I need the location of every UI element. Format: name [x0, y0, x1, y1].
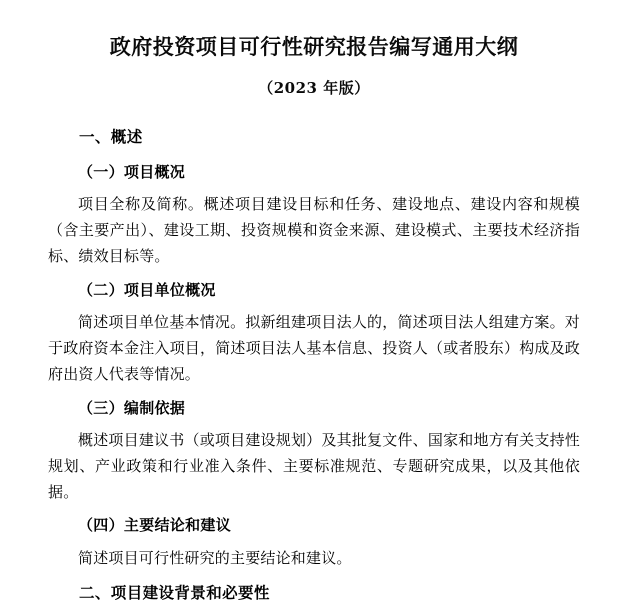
- subsection-heading-1-4: （四）主要结论和建议: [78, 516, 232, 535]
- section-heading-1: 一、概述: [79, 127, 143, 147]
- document-body: [48, 124, 580, 606]
- subsection-heading-1-2: （二）项目单位概况: [78, 280, 216, 299]
- paragraph-1-4: 简述项目可行性研究的主要结论和建议。: [78, 548, 352, 567]
- paragraph-1-1: 项目全称及简称。概述项目建设目标和任务、建设地点、建设内容和规模（含主要产出）、建设工期、投资规模和资金来源、建设模式、主要技术经济指标、绩效目标等。: [48, 195, 580, 265]
- subsection-heading-1-1: （一）项目概况: [78, 162, 186, 181]
- page-title: 政府投资项目可行性研究报告编写通用大纲: [109, 34, 519, 59]
- subsection-heading-1-3: （三）编制依据: [78, 398, 186, 417]
- paragraph-1-2: 简述项目单位基本情况。拟新组建项目法人的，简述项目法人组建方案。对于政府资本金注入项目，简述项目法人基本信息、投资人（或者股东）构成及政府出资人代表等情况。: [48, 313, 581, 383]
- document-version-subtitle: （2023 年版）: [258, 79, 370, 98]
- section-heading-2: 二、项目建设背景和必要性: [79, 582, 270, 602]
- paragraph-1-3: 概述项目建议书（或项目建设规划）及其批复文件、国家和地方有关支持性规划、产业政策和行业准入条件、主要标准规范、专题研究成果，以及其他依据。: [48, 431, 580, 501]
